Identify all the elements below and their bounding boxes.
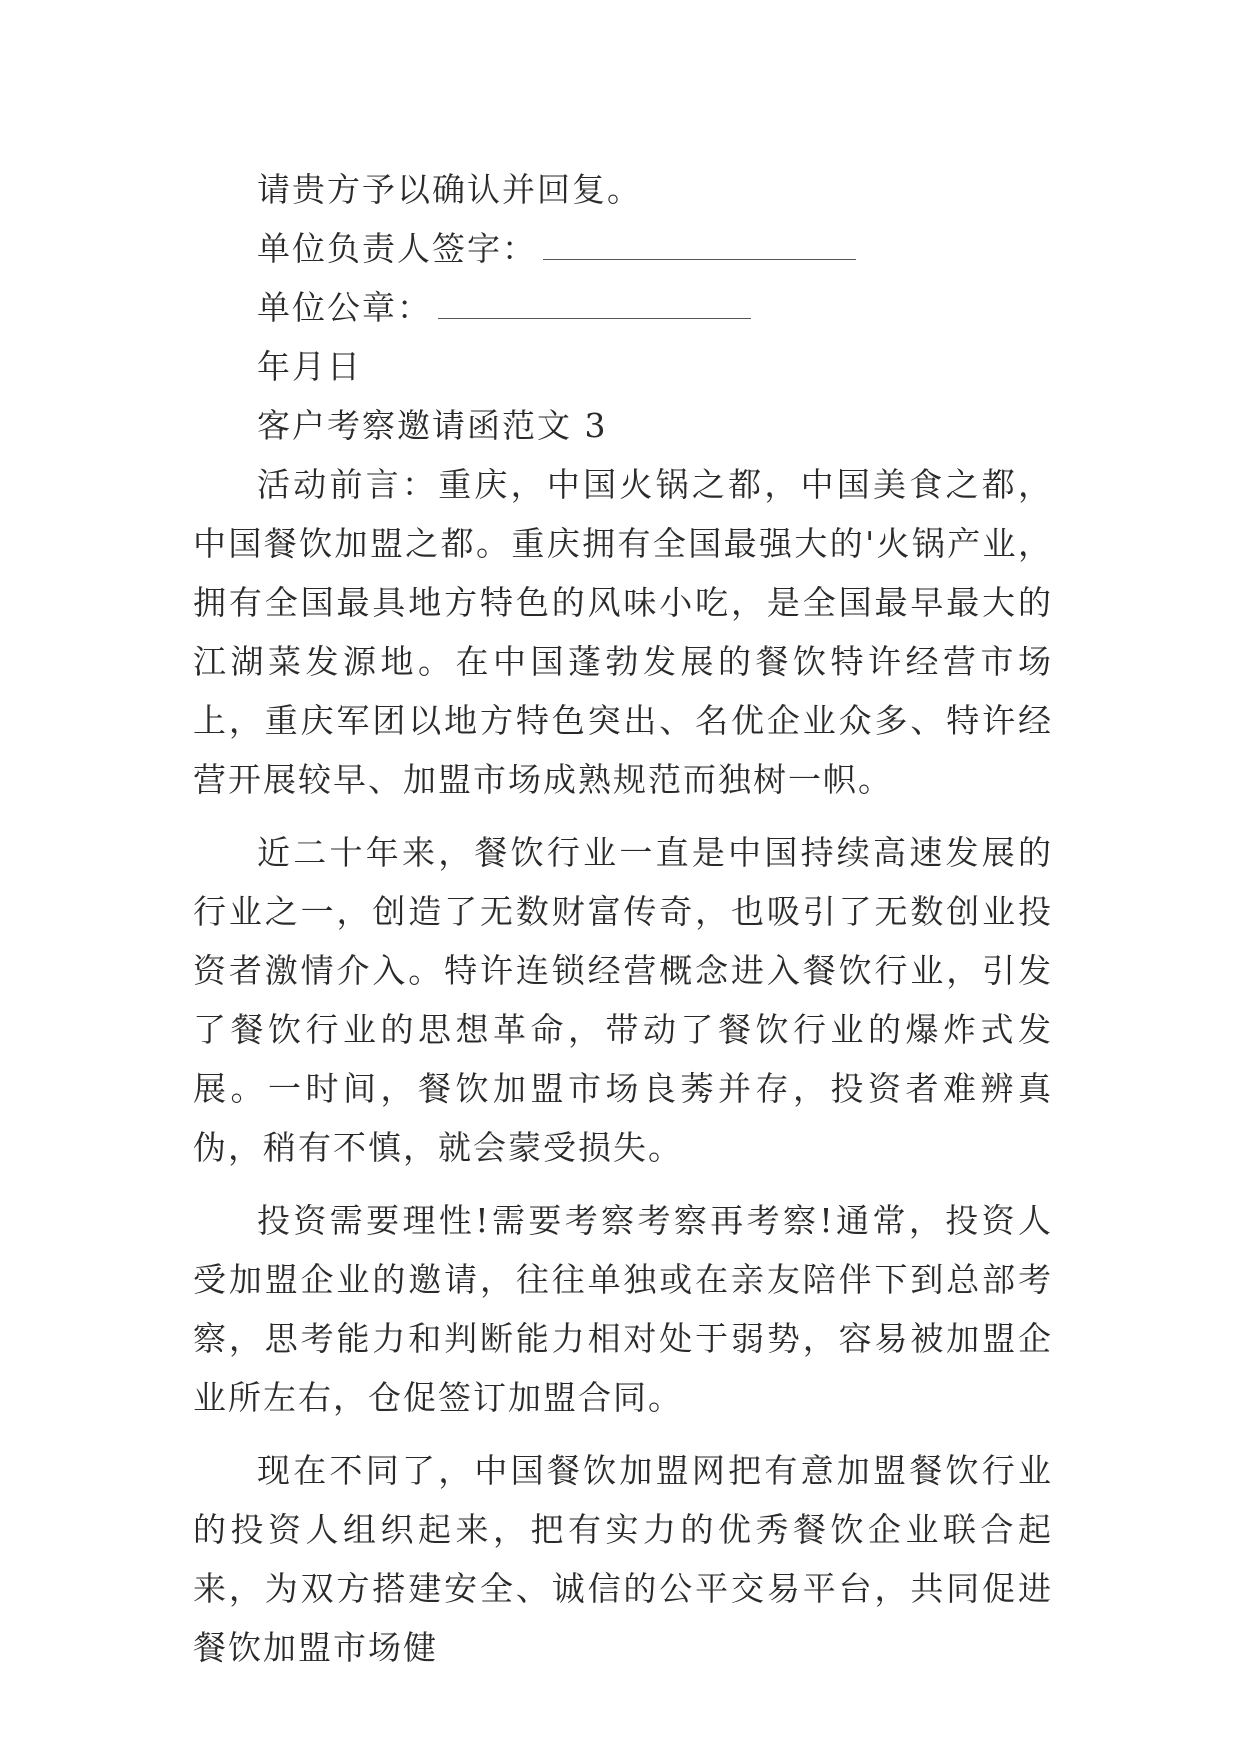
seal-blank [438, 290, 751, 319]
signature-line [193, 219, 1053, 278]
paragraph-intro: 活动前言：重庆，中国火锅之都，中国美食之都，中国餐饮加盟之都。重庆拥有全国最强大的'火锅产业，拥有全国最具地方特色的风味小吃，是全国最早最大的江湖菜发源地。在中国蓬勃发展的餐饮特许经营市场上，重庆军团以地方特色突出、名优企业众多、特许经营开展较早、加盟市场成熟规范而独树一帜。 [193, 465, 1053, 799]
date-line: 年月日 [257, 347, 362, 386]
paragraph-industry: 近二十年来，餐饮行业一直是中国持续高速发展的行业之一，创造了无数财富传奇，也吸引了无数创业投资者激情介入。特许连锁经营概念进入餐饮行业，引发了餐饮行业的思想革命，带动了餐饮行业的爆炸式发展。一时间，餐饮加盟市场良莠并存，投资者难辨真伪，稍有不慎，就会蒙受损失。 [193, 833, 1053, 1167]
confirm-line: 请贵方予以确认并回复。 [257, 170, 642, 209]
document-body [193, 160, 1053, 1677]
seal-label: 单位公章： [257, 288, 432, 327]
paragraph-platform: 现在不同了，中国餐饮加盟网把有意加盟餐饮行业的投资人组织起来，把有实力的优秀餐饮企业联合起来，为双方搭建安全、诚信的公平交易平台，共同促进餐饮加盟市场健 [193, 1451, 1053, 1667]
signature-blank [543, 231, 856, 260]
seal-line [193, 278, 1053, 337]
section-title: 客户考察邀请函范文 3 [257, 406, 608, 445]
paragraph-investment: 投资需要理性!需要考察考察再考察!通常，投资人受加盟企业的邀请，往往单独或在亲友陪伴下到总部考察，思考能力和判断能力相对处于弱势，容易被加盟企业所左右，仓促签订加盟合同。 [193, 1201, 1053, 1417]
signature-label: 单位负责人签字： [257, 229, 537, 268]
